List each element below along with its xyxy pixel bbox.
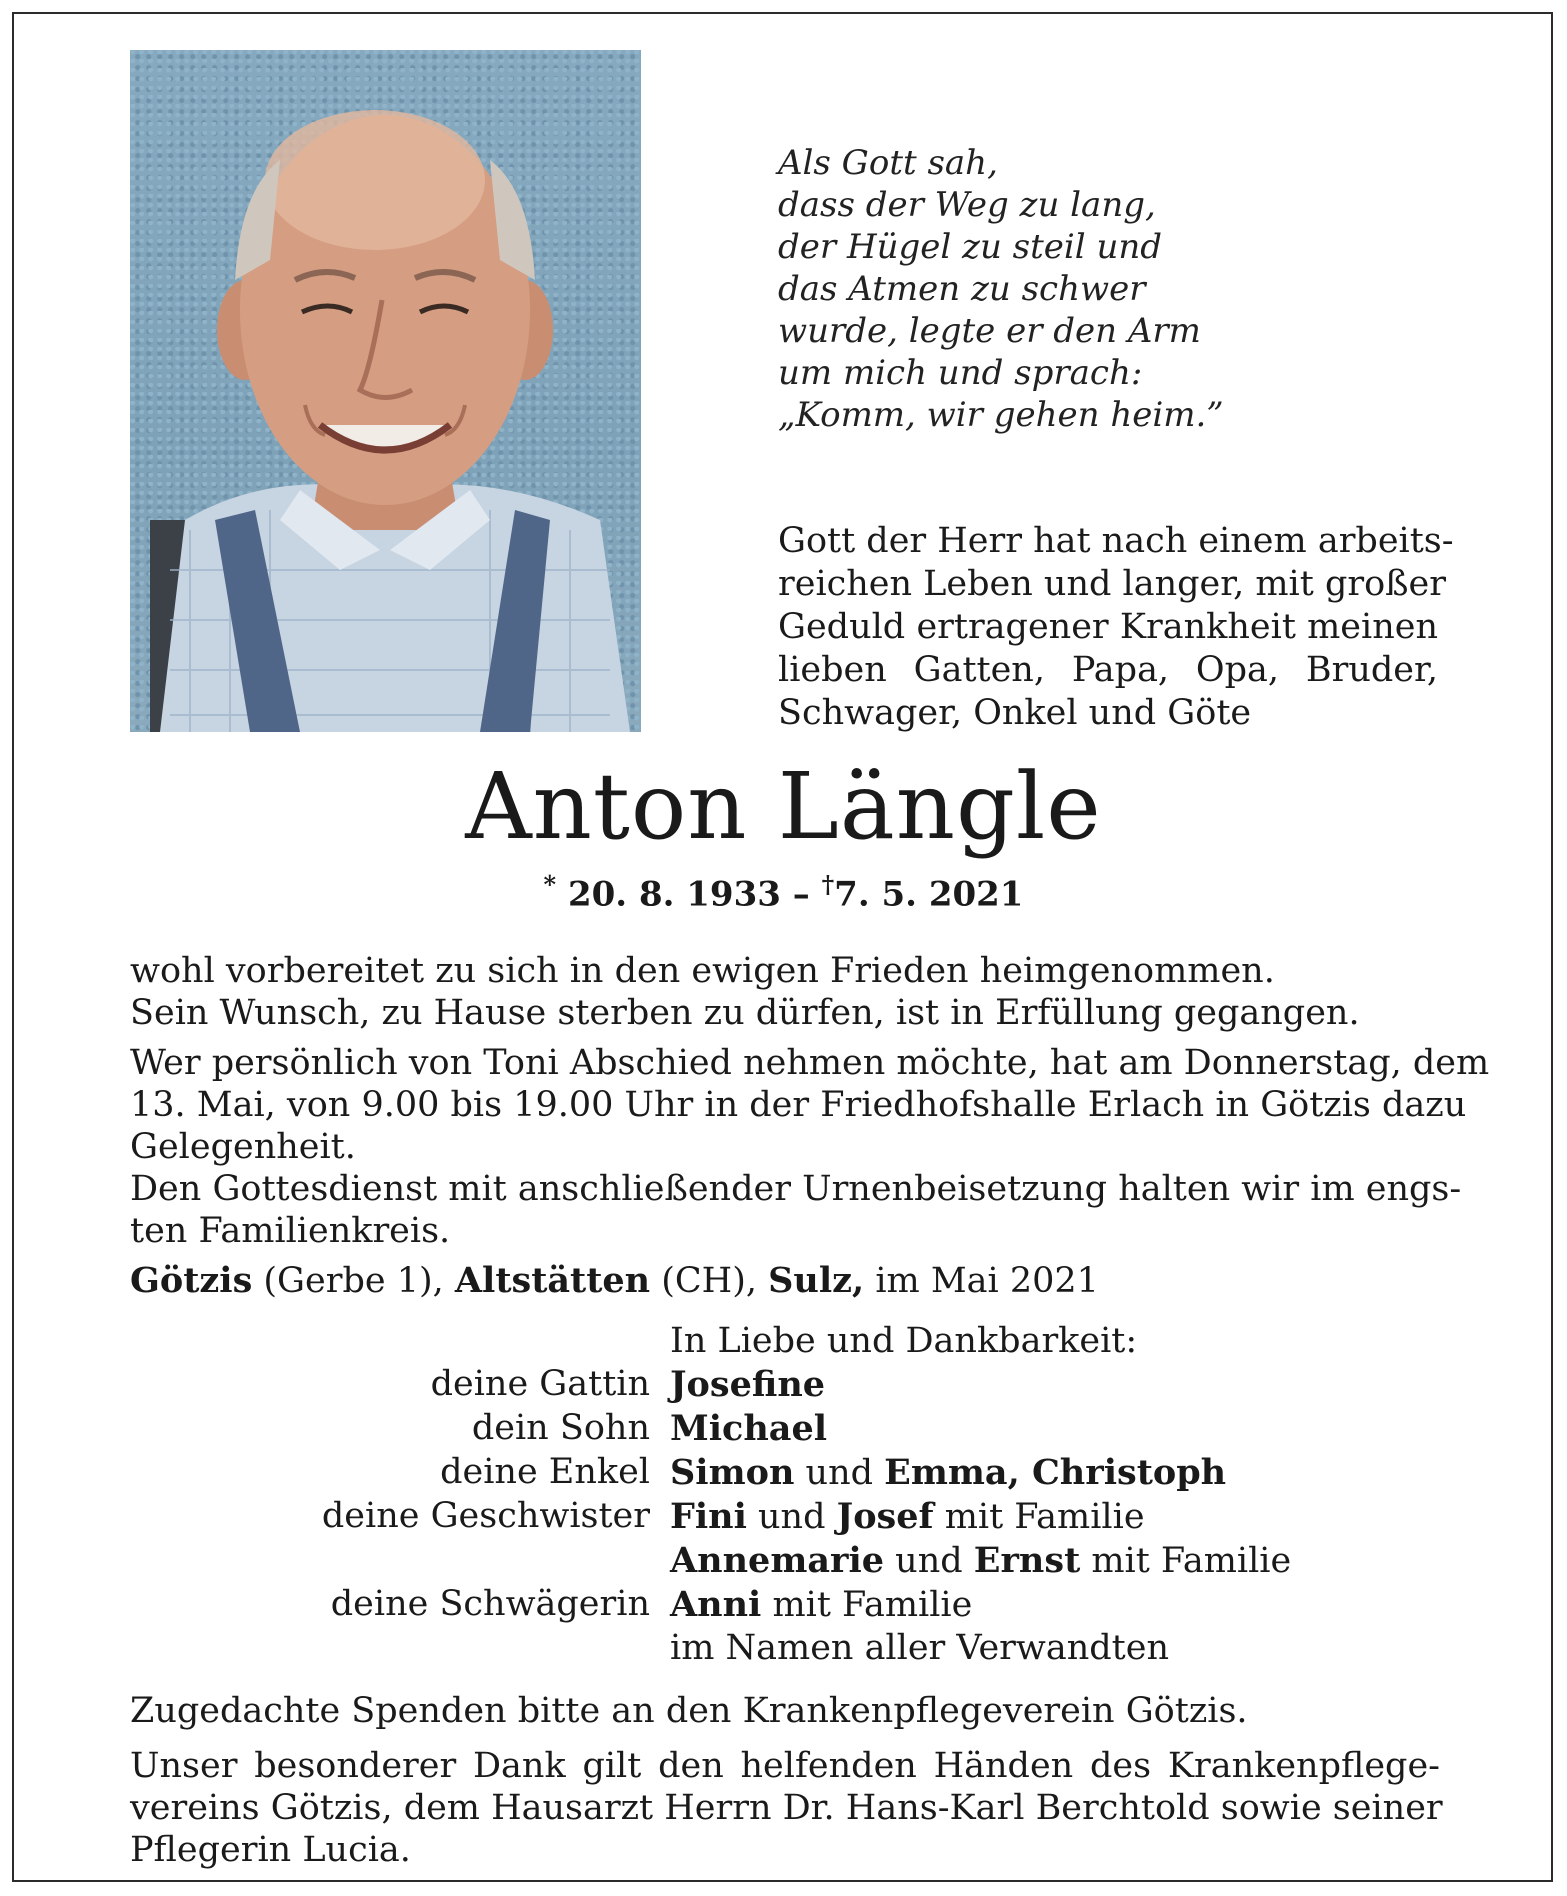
thanks-paragraph	[130, 1745, 1443, 1871]
conjunction: und	[884, 1541, 974, 1581]
body-paragraph-1	[130, 950, 1440, 1034]
mourners-row	[130, 1583, 1440, 1627]
mourners-row	[130, 1495, 1440, 1539]
body-line: 13. Mai, von 9.00 bis 19.00 Uhr in der Friedhofshalle Erlach in Götzis dazu	[130, 1085, 1467, 1125]
intro-line: Gott der Herr hat nach einem arbeits-	[778, 521, 1454, 561]
mourners-row	[130, 1539, 1440, 1583]
place-altstaetten: Altstätten	[454, 1260, 651, 1301]
relation-label: deine Enkel	[440, 1452, 650, 1492]
born-mark: *	[543, 870, 557, 899]
place-date-line	[130, 1260, 1099, 1302]
portrait-photo	[130, 50, 641, 732]
body-paragraph-2	[130, 1042, 1490, 1252]
donation-line: Zugedachte Spenden bitte an den Krankenpflegeverein Götzis.	[130, 1691, 1248, 1731]
poem-line: der Hügel zu steil und	[778, 227, 1163, 267]
with-family: mit Familie	[1080, 1541, 1292, 1581]
portrait-illustration	[130, 50, 641, 732]
thanks-line: Pflegerin Lucia.	[130, 1830, 411, 1870]
mourner-name: Anni	[670, 1584, 762, 1625]
died-mark: †	[821, 870, 835, 899]
mourners-list	[130, 1320, 1440, 1670]
mourner-name: Ernst	[973, 1540, 1081, 1581]
thanks-line: Unser besonderer Dank gilt den helfenden Händen des Krankenpflege-	[130, 1746, 1440, 1786]
mourner-name: Annemarie	[670, 1540, 885, 1581]
place-note: (CH),	[650, 1261, 769, 1301]
body-line: Wer persönlich von Toni Abschied nehmen möchte, hat am Donnerstag, dem	[130, 1043, 1490, 1083]
date-separator: –	[792, 874, 810, 915]
mourners-row	[130, 1451, 1440, 1495]
mourners-row	[130, 1363, 1440, 1407]
intro-line: Geduld ertragener Krankheit meinen	[778, 607, 1438, 647]
relatives-line: im Namen aller Verwandten	[670, 1628, 1169, 1668]
poem-line: wurde, legte er den Arm	[778, 311, 1201, 351]
intro-line: lieben Gatten, Papa, Opa, Bruder,	[778, 650, 1438, 690]
poem-line: „Komm, wir gehen heim.”	[778, 395, 1224, 435]
body-line: Sein Wunsch, zu Hause sterben zu dürfen, ist in Erfüllung gegangen.	[130, 993, 1360, 1033]
place-date: im Mai 2021	[864, 1261, 1099, 1301]
place-note: (Gerbe 1),	[252, 1261, 455, 1301]
birth-date: 20. 8. 1933	[567, 874, 781, 915]
body-line: Den Gottesdienst mit anschließender Urnenbeisetzung halten wir im engs-	[130, 1169, 1462, 1209]
mourner-name: Josefine	[670, 1364, 826, 1405]
intro-line: reichen Leben und langer, mit großer	[778, 564, 1446, 604]
relation-label: deine Geschwister	[321, 1496, 650, 1536]
intro-line: Schwager, Onkel und Göte	[778, 693, 1252, 733]
place-sulz: Sulz,	[768, 1260, 865, 1301]
with-family: mit Familie	[761, 1585, 973, 1625]
relation-label: deine Schwägerin	[330, 1584, 650, 1624]
conjunction: und	[794, 1453, 885, 1493]
mourners-row	[130, 1407, 1440, 1451]
mourner-name: Michael	[670, 1408, 828, 1449]
poem-line: Als Gott sah,	[778, 143, 998, 183]
life-dates	[0, 870, 1567, 914]
poem-line: dass der Weg zu lang,	[778, 185, 1156, 225]
mourners-row	[130, 1627, 1440, 1670]
intro-paragraph	[778, 520, 1454, 735]
mourners-row	[130, 1320, 1440, 1363]
body-line: Gelegenheit.	[130, 1127, 356, 1167]
mourners-heading: In Liebe und Dankbarkeit:	[670, 1321, 1138, 1361]
mourner-name: Fini	[670, 1496, 747, 1537]
mourner-name: Simon	[670, 1452, 795, 1493]
mourner-name: Josef	[836, 1496, 934, 1537]
deceased-name: Anton Längle	[465, 753, 1102, 860]
body-line: ten Familienkreis.	[130, 1211, 451, 1251]
conjunction: und	[746, 1497, 837, 1537]
relation-label: deine Gattin	[430, 1364, 650, 1404]
mourner-name: Emma, Christoph	[884, 1452, 1227, 1493]
relation-label: dein Sohn	[471, 1408, 650, 1448]
death-date: 7. 5. 2021	[834, 874, 1024, 915]
poem-line: das Atmen zu schwer	[778, 269, 1146, 309]
poem	[778, 142, 1224, 436]
body-line: wohl vorbereitet zu sich in den ewigen Frieden heimgenommen.	[130, 951, 1275, 991]
donation-note	[130, 1690, 1440, 1732]
poem-line: um mich und sprach:	[778, 353, 1143, 393]
thanks-line: vereins Götzis, dem Hausarzt Herrn Dr. Hans-Karl Berchtold sowie seiner	[130, 1788, 1443, 1828]
with-family: mit Familie	[933, 1497, 1145, 1537]
place-goetzis: Götzis	[130, 1260, 253, 1301]
